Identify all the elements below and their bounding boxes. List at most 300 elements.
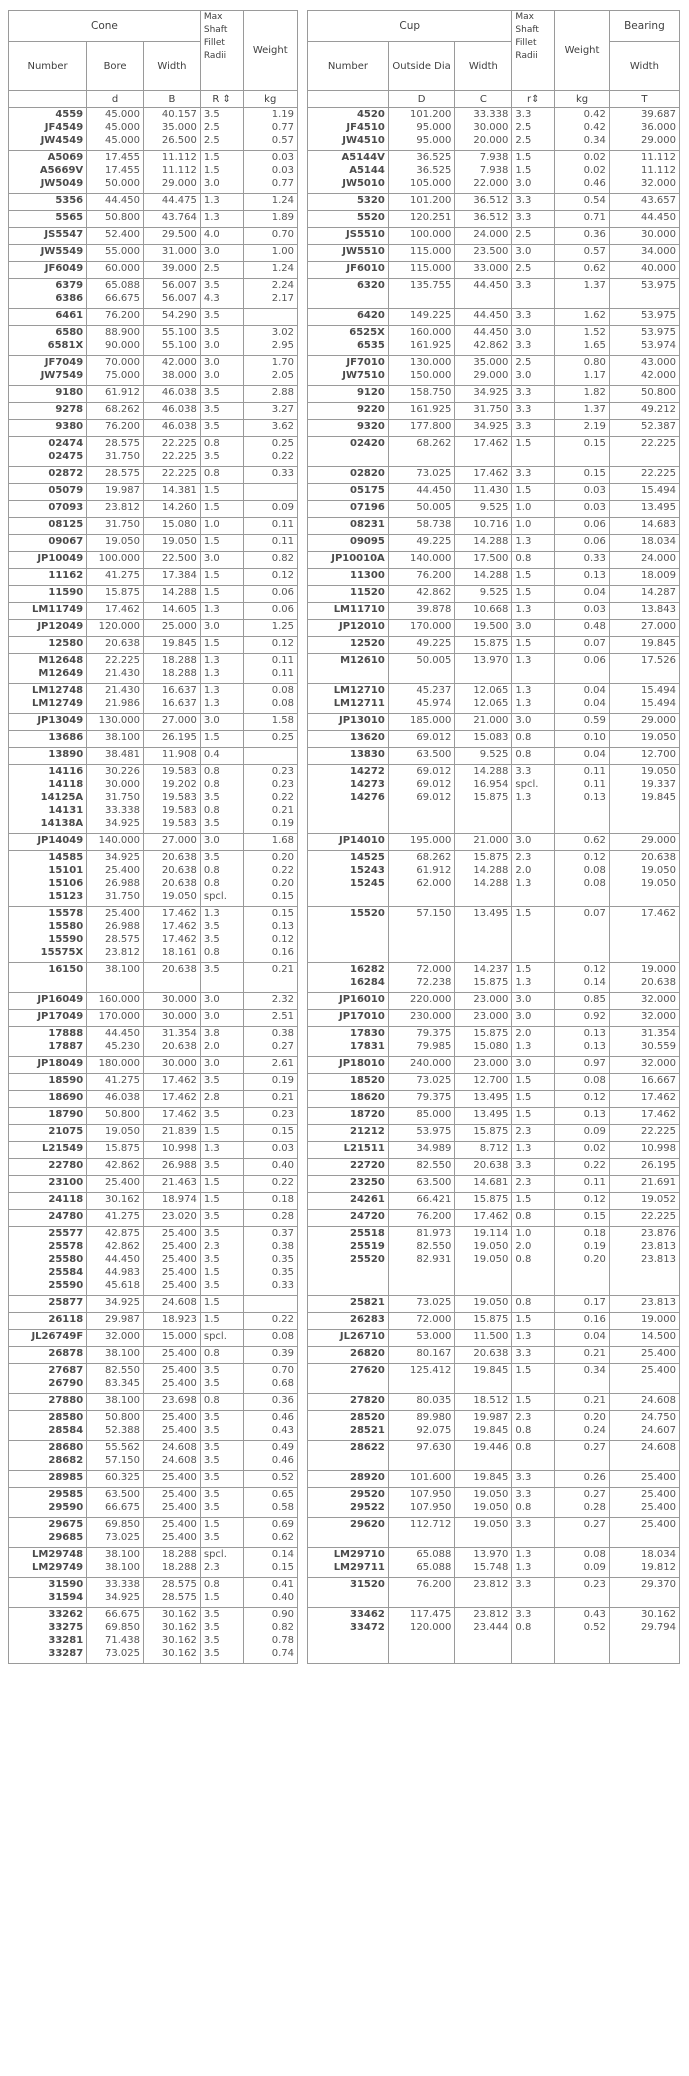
cone-cell: 1.5 (203, 485, 220, 496)
cone-cell: 33262 (48, 1609, 84, 1620)
cone-cell: spcl. (203, 1549, 227, 1560)
cup-cell: JP16010 (338, 994, 385, 1005)
cone-cell: 23.812 (105, 947, 140, 958)
cup-cell: 18.009 (641, 570, 676, 581)
cup-cell: 29522 (350, 1502, 385, 1513)
cone-cell: 44.450 (105, 195, 140, 206)
cup-cell: 3.3 (515, 766, 532, 777)
cup-cell: 92.075 (416, 1425, 452, 1436)
cup-cell: 0.52 (583, 1622, 606, 1633)
cone-cell: JP18049 (37, 1058, 84, 1069)
cone-cell: 6580 (55, 327, 84, 338)
cup-cell: 0.18 (583, 1228, 606, 1239)
cone-cell: 0.82 (271, 1622, 294, 1633)
cup-cell: 13.843 (641, 604, 676, 615)
cup-row-group (308, 684, 680, 714)
cup-row-group (308, 731, 680, 748)
cone-row-group (9, 437, 298, 467)
cone-cell: 18790 (48, 1109, 84, 1120)
cone-cell: LM12749 (32, 698, 84, 709)
cup-cell: 2.5 (515, 357, 532, 368)
cup-cell: 29.000 (641, 835, 676, 846)
cup-cell: JW5510 (342, 246, 385, 257)
cone-cell: 0.28 (271, 1211, 294, 1222)
cone-cell: 1.19 (271, 109, 294, 120)
cup-weight-unit: kg (555, 91, 610, 108)
cup-cell: 30.000 (641, 229, 676, 240)
cup-cell: 15.494 (641, 698, 676, 709)
cone-cell: 31594 (48, 1592, 84, 1603)
cone-cell: 0.25 (271, 732, 294, 743)
cone-cell: 17.462 (161, 908, 197, 919)
cone-row-group (9, 194, 298, 211)
cone-cell: 1.5 (203, 502, 220, 513)
cup-cell: 50.800 (641, 387, 676, 398)
cup-cell: 29.370 (641, 1579, 676, 1590)
cone-cell: 44.475 (161, 195, 197, 206)
cup-cell: 23.813 (641, 1254, 676, 1265)
cup-cell: 16282 (350, 964, 385, 975)
cone-cell: 3.5 (203, 1489, 220, 1500)
cup-cell: A5144 (349, 165, 385, 176)
cone-cell: 71.438 (105, 1635, 140, 1646)
cup-cell: 25518 (350, 1228, 385, 1239)
cup-cell: 19.050 (473, 1519, 509, 1530)
cone-cell: 3.0 (203, 715, 220, 726)
cup-cell: 22.000 (473, 178, 509, 189)
cup-cell: 28520 (350, 1412, 385, 1423)
cone-cell: 15580 (48, 921, 84, 932)
cone-row-group (9, 1091, 298, 1108)
cone-cell: 14138A (40, 818, 84, 829)
cone-cell: L21549 (41, 1143, 84, 1154)
cup-cell: 1.5 (515, 1075, 532, 1086)
cone-cell: 41.275 (105, 1075, 140, 1086)
cup-cell: 29.000 (473, 370, 509, 381)
cone-cell: 25584 (48, 1267, 84, 1278)
cone-row-group (9, 262, 298, 279)
cup-cell: 185.000 (410, 715, 452, 726)
cone-cell: 28682 (48, 1455, 84, 1466)
cone-cell: 29.500 (161, 229, 197, 240)
cone-cell: 3.5 (203, 1412, 220, 1423)
cup-row-group (308, 963, 680, 993)
cone-cell: 0.22 (271, 865, 294, 876)
cup-cell: 50.005 (416, 502, 452, 513)
cup-cell: 25.400 (641, 1472, 676, 1483)
cup-cell: 24720 (350, 1211, 385, 1222)
cup-cell: 1.5 (515, 1194, 532, 1205)
cup-cell: 1.3 (515, 878, 532, 889)
cup-cell: 0.20 (583, 1412, 606, 1423)
cup-cell: 18.512 (473, 1395, 509, 1406)
cup-cell: 20.638 (641, 977, 676, 988)
cup-cell: 0.8 (515, 1425, 532, 1436)
cup-cell: 0.06 (583, 536, 606, 547)
cup-cell: JP14010 (338, 835, 385, 846)
cone-cell: 0.25 (271, 438, 294, 449)
cone-cell: 42.862 (105, 1241, 140, 1252)
cup-cell: 19.000 (641, 1314, 676, 1325)
cup-row-group (308, 603, 680, 620)
cup-cell: 17.462 (473, 438, 509, 449)
cone-cell: M12648 (38, 655, 84, 666)
cone-cell: 0.15 (271, 891, 294, 902)
cup-cell: 33462 (350, 1609, 385, 1620)
cup-row-group (308, 211, 680, 228)
cup-cell: 1.3 (515, 536, 532, 547)
cone-cell: 1.3 (203, 685, 220, 696)
cone-row-group (9, 1057, 298, 1074)
cone-cell: 18.288 (161, 1549, 197, 1560)
cup-cell: LM29710 (333, 1549, 385, 1560)
cup-row-group (308, 1441, 680, 1471)
cup-cell: 3.0 (515, 835, 532, 846)
cone-cell: 3.0 (203, 835, 220, 846)
cup-cell: 1.5 (515, 638, 532, 649)
cone-cell: 21.986 (105, 698, 140, 709)
cone-cell: 17.455 (105, 165, 140, 176)
cup-cell: 11.500 (473, 1331, 509, 1342)
cup-cell: 18520 (350, 1075, 385, 1086)
cup-cell: 17831 (350, 1041, 385, 1052)
cone-cell: 25.400 (161, 1365, 197, 1376)
cup-cell: 3.0 (515, 994, 532, 1005)
cone-cell: 38.100 (105, 1348, 140, 1359)
cup-cell: 161.925 (410, 340, 452, 351)
cup-cell: 08231 (350, 519, 385, 530)
cone-cell: 0.8 (203, 947, 220, 958)
cup-cell: 68.262 (416, 438, 452, 449)
cup-cell: 33472 (350, 1622, 385, 1633)
cone-cell: 17.455 (105, 152, 140, 163)
cup-cell: 1.3 (515, 1143, 532, 1154)
cone-cell: 20.638 (161, 878, 197, 889)
cup-cell: 3.3 (515, 421, 532, 432)
cone-cell: 0.40 (271, 1160, 294, 1171)
cup-cell: 53.975 (641, 327, 676, 338)
cup-cell: 3.0 (515, 1011, 532, 1022)
cup-cell: 18.034 (641, 536, 676, 547)
cone-cell: 2.32 (271, 994, 294, 1005)
cup-cell: 34.989 (416, 1143, 452, 1154)
cone-cell: 18.288 (161, 1562, 197, 1573)
cone-cell: 0.19 (271, 1075, 294, 1086)
cone-cell: 18.974 (161, 1194, 197, 1205)
cup-cell: 0.21 (583, 1348, 606, 1359)
cup-cell: 1.5 (515, 570, 532, 581)
cup-cell: 33.000 (473, 263, 509, 274)
cone-cell: 0.62 (271, 1532, 294, 1543)
cone-cell: 33.338 (105, 1579, 140, 1590)
cup-cell: 25.400 (641, 1365, 676, 1376)
cone-cell: 0.21 (271, 1092, 294, 1103)
cup-cell: 112.712 (410, 1519, 452, 1530)
cone-cell: 31.000 (161, 246, 197, 257)
cup-row-group (308, 420, 680, 437)
cup-cell: 100.000 (410, 229, 452, 240)
cup-cell: 0.08 (583, 1075, 606, 1086)
cup-cell: 19.000 (641, 964, 676, 975)
cone-cell: 56.007 (161, 293, 197, 304)
cup-cell: 14.683 (641, 519, 676, 530)
cone-cell: 1.5 (203, 1297, 220, 1308)
cup-cell: 230.000 (410, 1011, 452, 1022)
cone-row-group (9, 1347, 298, 1364)
cup-cell: 3.3 (515, 1160, 532, 1171)
cup-cell: 34.925 (473, 387, 509, 398)
cone-bore-header: Bore (87, 42, 144, 91)
cone-cell: 28580 (48, 1412, 84, 1423)
cup-cell: 36.512 (473, 212, 509, 223)
cup-cell: 161.925 (410, 404, 452, 415)
cup-cell: 2.3 (515, 1177, 532, 1188)
cup-cell: 3.3 (515, 1579, 532, 1590)
cup-cell: LM11710 (333, 604, 385, 615)
cup-cell: 17830 (350, 1028, 385, 1039)
cup-cell: 0.11 (583, 766, 606, 777)
cup-cell: 0.8 (515, 1622, 532, 1633)
cup-cell: 2.5 (515, 229, 532, 240)
cone-cell: 61.912 (105, 387, 140, 398)
cone-cell: 0.58 (271, 1502, 294, 1513)
cup-number-header: Number (308, 42, 389, 91)
cup-cell: 0.8 (515, 1211, 532, 1222)
cone-cell: 1.5 (203, 152, 220, 163)
cup-cell: 17.462 (473, 1211, 509, 1222)
cup-cell: LM12711 (333, 698, 385, 709)
cup-cell: 0.27 (583, 1489, 606, 1500)
cone-cell: 4559 (55, 109, 84, 120)
cone-cell: 1.5 (203, 1194, 220, 1205)
cup-cell: 25520 (350, 1254, 385, 1265)
cup-weight-header: Weight (555, 11, 610, 91)
cup-cell: 0.02 (583, 1143, 606, 1154)
cone-cell: 28.575 (161, 1592, 197, 1603)
cup-cell: 0.8 (515, 1297, 532, 1308)
cone-cell: 14.381 (161, 485, 197, 496)
bearing-width-header: Width (609, 42, 679, 91)
cone-cell (247, 1296, 295, 1309)
cone-cell: 76.200 (105, 310, 140, 321)
cup-row-group (308, 1210, 680, 1227)
cone-cell: 1.25 (271, 621, 294, 632)
cone-cell: A5069 (47, 152, 84, 163)
cup-cell: 27.000 (641, 621, 676, 632)
cup-cell: 19.114 (473, 1228, 509, 1239)
cone-row-group (9, 620, 298, 637)
cup-cell: 49.212 (641, 404, 676, 415)
cup-cell: 1.5 (515, 1395, 532, 1406)
cone-cell: 11.112 (161, 165, 197, 176)
cup-cell: 82.550 (416, 1241, 452, 1252)
cup-cell: 0.33 (583, 553, 606, 564)
cone-cell: 0.11 (271, 655, 294, 666)
cone-cell: 3.0 (203, 553, 220, 564)
cone-cell (247, 309, 295, 322)
cone-cell: 21.839 (161, 1126, 197, 1137)
cone-cell: 90.000 (105, 340, 140, 351)
cup-cell: 0.15 (583, 1211, 606, 1222)
cup-cell: JW4510 (342, 135, 385, 146)
cup-cell: 0.03 (583, 604, 606, 615)
cone-cell: 38.100 (105, 1562, 140, 1573)
cone-cell: 68.262 (105, 404, 140, 415)
cone-fillet-header: Max Shaft Fillet Radii (200, 11, 243, 91)
cone-cell: 0.06 (271, 587, 294, 598)
cone-cell: 2.88 (271, 387, 294, 398)
cup-row-group (308, 1074, 680, 1091)
cone-cell: 6386 (55, 293, 84, 304)
cone-cell: 1.24 (271, 195, 294, 206)
cup-cell: 13.970 (473, 655, 509, 666)
cup-cell: 0.42 (583, 109, 606, 120)
cone-cell: 26.988 (105, 878, 140, 889)
cup-cell: 14.288 (473, 570, 509, 581)
cup-cell: 21.691 (641, 1177, 676, 1188)
cone-cell: 0.16 (271, 947, 294, 958)
cup-cell: 23.000 (473, 1058, 509, 1069)
cone-cell: 3.5 (203, 1455, 220, 1466)
cup-cell: 09095 (350, 536, 385, 547)
cup-cell: 23.000 (473, 1011, 509, 1022)
cup-cell: 9220 (356, 404, 385, 415)
cone-cell: 19.583 (161, 766, 197, 777)
cone-cell: 09067 (48, 536, 84, 547)
cup-cell: 0.34 (583, 1365, 606, 1376)
cup-cell: 21212 (350, 1126, 385, 1137)
cup-cell: 19.050 (641, 766, 676, 777)
cone-cell: 28.575 (105, 468, 140, 479)
cup-cell: 0.62 (583, 263, 606, 274)
cup-cell: 1.5 (515, 1314, 532, 1325)
cup-cell: 07196 (350, 502, 385, 513)
cone-cell: 30.162 (161, 1609, 197, 1620)
cone-row-group (9, 1108, 298, 1125)
cup-cell: 7.938 (479, 165, 509, 176)
cup-cell: 1.3 (515, 1041, 532, 1052)
cup-cell: 30.559 (641, 1041, 676, 1052)
cone-cell: 55.000 (105, 246, 140, 257)
cone-cell: 0.38 (271, 1028, 294, 1039)
cone-row-group (9, 963, 298, 993)
cone-cell: 3.5 (203, 1425, 220, 1436)
cone-cell: 0.22 (271, 1314, 294, 1325)
cup-row-group (308, 262, 680, 279)
cone-cell: 25.400 (161, 1254, 197, 1265)
cup-cell: 31.750 (473, 404, 509, 415)
cup-cell: 15.494 (641, 485, 676, 496)
cone-cell: 1.5 (203, 1126, 220, 1137)
cup-row-group (308, 993, 680, 1010)
cup-cell: 15.875 (473, 1314, 509, 1325)
cone-cell: 0.03 (271, 152, 294, 163)
cone-cell: 15106 (48, 878, 84, 889)
cup-cell: 0.34 (583, 135, 606, 146)
cone-cell: 17.462 (161, 934, 197, 945)
cup-cell: 0.42 (583, 122, 606, 133)
cone-row-group (9, 1125, 298, 1142)
cup-row-group (308, 151, 680, 194)
cone-cell: 17.462 (161, 921, 197, 932)
cup-cell: 30.162 (641, 1609, 676, 1620)
cone-cell: 3.0 (203, 1058, 220, 1069)
cup-cell: 1.62 (583, 310, 606, 321)
cup-cell: 29.000 (641, 715, 676, 726)
cone-row-group (9, 834, 298, 851)
cup-cell: 53.975 (641, 310, 676, 321)
cup-cell: JF7010 (346, 357, 385, 368)
cone-cell: 38.000 (161, 370, 197, 381)
cone-cell: 3.5 (203, 1109, 220, 1120)
cone-row-group (9, 603, 298, 620)
cone-cell: 21.463 (161, 1177, 197, 1188)
cup-cell: 45.974 (416, 698, 452, 709)
cup-cell: 95.000 (416, 122, 452, 133)
cup-cell: 15245 (350, 878, 385, 889)
cone-cell: 0.06 (271, 604, 294, 615)
cone-cell: 18.288 (161, 655, 197, 666)
cone-cell: 3.5 (203, 109, 220, 120)
cup-cell: 0.10 (583, 732, 606, 743)
cup-cell: 18720 (350, 1109, 385, 1120)
cone-row-group (9, 748, 298, 765)
cup-cell: 195.000 (410, 835, 452, 846)
cone-cell: 0.15 (271, 908, 294, 919)
cup-cell: 1.5 (515, 165, 532, 176)
cone-cell: 31590 (48, 1579, 84, 1590)
cup-cell: 0.28 (583, 1502, 606, 1513)
cup-cell: 21.000 (473, 835, 509, 846)
cone-row-group (9, 1518, 298, 1548)
cup-cell: 101.600 (410, 1472, 452, 1483)
cone-row-group (9, 637, 298, 654)
cup-cell: 13.495 (641, 502, 676, 513)
cone-cell: 6461 (55, 310, 84, 321)
cup-cell: 1.3 (515, 655, 532, 666)
cone-row-group (9, 586, 298, 603)
cup-cell: JP17010 (338, 1011, 385, 1022)
cone-cell: 18.288 (161, 668, 197, 679)
cone-cell: 0.20 (271, 852, 294, 863)
cone-row-group (9, 484, 298, 501)
cone-cell: 3.5 (203, 1160, 220, 1171)
cone-cell: 21.430 (105, 668, 140, 679)
cup-cell: 19.812 (641, 1562, 676, 1573)
cone-cell: 2.5 (203, 135, 220, 146)
cone-cell: 11590 (48, 587, 84, 598)
cup-row-group (308, 1330, 680, 1347)
cup-cell: 2.5 (515, 263, 532, 274)
cup-cell: 1.3 (515, 698, 532, 709)
cup-cell: 0.13 (583, 792, 606, 803)
cup-cell: 76.200 (416, 570, 452, 581)
cone-cell: 0.08 (271, 685, 294, 696)
cup-row-group (308, 326, 680, 356)
cone-cell: 3.0 (203, 370, 220, 381)
cone-cell: 56.007 (161, 280, 197, 291)
cone-cell: 50.000 (105, 178, 140, 189)
cup-cell: 0.12 (583, 1194, 606, 1205)
cup-row-group (308, 1176, 680, 1193)
cup-cell: 0.08 (583, 878, 606, 889)
cup-row-group (308, 403, 680, 420)
cone-cell: 0.11 (271, 668, 294, 679)
cup-cell: 43.000 (641, 357, 676, 368)
cone-cell: 3.0 (203, 994, 220, 1005)
cone-cell: 63.500 (105, 1489, 140, 1500)
cone-cell: 28.575 (105, 934, 140, 945)
